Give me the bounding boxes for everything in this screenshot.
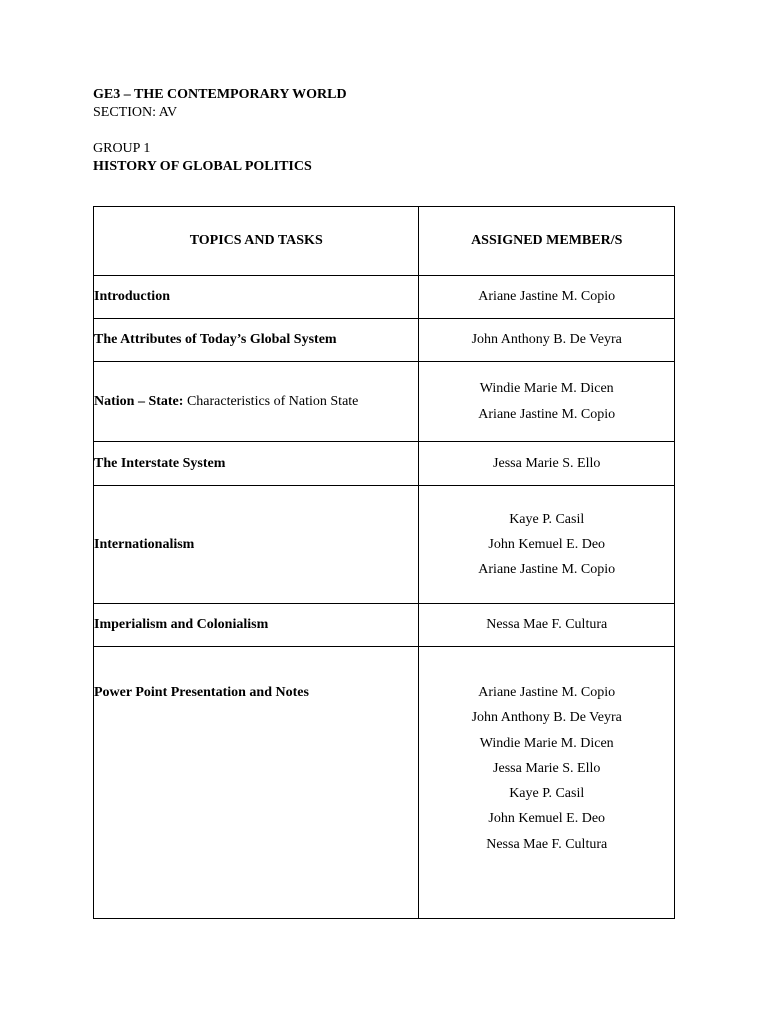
members-cell xyxy=(419,362,675,442)
member-name: Kaye P. Casil xyxy=(509,511,585,527)
spacer xyxy=(93,122,347,140)
member-name: Windie Marie M. Dicen xyxy=(479,735,614,751)
topic-title: Power Point Presentation and Notes xyxy=(94,685,309,700)
topic-title: Introduction xyxy=(94,289,170,304)
report-topic: HISTORY OF GLOBAL POLITICS xyxy=(93,159,312,174)
column-header-members: ASSIGNED MEMBER/S xyxy=(419,207,675,276)
member-name: Nessa Mae F. Cultura xyxy=(486,836,608,852)
topic-cell xyxy=(94,362,419,442)
member-name: Nessa Mae F. Cultura xyxy=(486,617,608,633)
topic-cell xyxy=(94,604,419,647)
member-name: Ariane Jastine M. Copio xyxy=(478,685,616,700)
document-header xyxy=(93,86,347,176)
topic-title: Internationalism xyxy=(94,536,195,552)
table-row xyxy=(94,276,675,319)
topic-title: The Interstate System xyxy=(94,455,226,471)
members-cell xyxy=(419,486,675,604)
topic-title: Imperialism and Colonialism xyxy=(94,617,269,632)
table-row xyxy=(94,486,675,604)
members-cell xyxy=(419,319,675,362)
topic-title: The Attributes of Today’s Global System xyxy=(94,332,337,347)
members-cell xyxy=(419,647,675,919)
members-cell xyxy=(419,604,675,647)
table-row xyxy=(94,604,675,647)
member-name: Ariane Jastine M. Copio xyxy=(478,406,616,422)
member-name: Kaye P. Casil xyxy=(509,786,585,802)
section-label: SECTION: AV xyxy=(93,105,178,120)
member-name: John Kemuel E. Deo xyxy=(488,811,606,827)
member-name: John Anthony B. De Veyra xyxy=(471,710,622,726)
column-header-topics: TOPICS AND TASKS xyxy=(94,207,419,276)
topic-cell xyxy=(94,276,419,319)
assignment-table xyxy=(93,206,675,919)
table-header-row xyxy=(94,207,675,276)
member-name: John Kemuel E. Deo xyxy=(488,536,606,552)
table-row xyxy=(94,647,675,919)
topic-cell xyxy=(94,442,419,486)
topic-cell xyxy=(94,647,419,919)
topic-title: Nation – State: xyxy=(94,393,184,409)
topic-cell xyxy=(94,319,419,362)
member-name: Jessa Marie S. Ello xyxy=(493,760,601,776)
table-row xyxy=(94,319,675,362)
member-name: Ariane Jastine M. Copio xyxy=(478,562,616,578)
member-name: John Anthony B. De Veyra xyxy=(471,332,622,348)
members-cell xyxy=(419,442,675,486)
course-title: GE3 – THE CONTEMPORARY WORLD xyxy=(93,87,347,102)
member-name: Ariane Jastine M. Copio xyxy=(478,289,616,305)
table-row xyxy=(94,442,675,486)
member-name: Windie Marie M. Dicen xyxy=(479,381,614,397)
member-name: Jessa Marie S. Ello xyxy=(493,455,601,471)
topic-subtitle: Characteristics of Nation State xyxy=(183,393,359,409)
group-label: GROUP 1 xyxy=(93,141,151,156)
topic-cell xyxy=(94,486,419,604)
members-cell xyxy=(419,276,675,319)
table-row xyxy=(94,362,675,442)
